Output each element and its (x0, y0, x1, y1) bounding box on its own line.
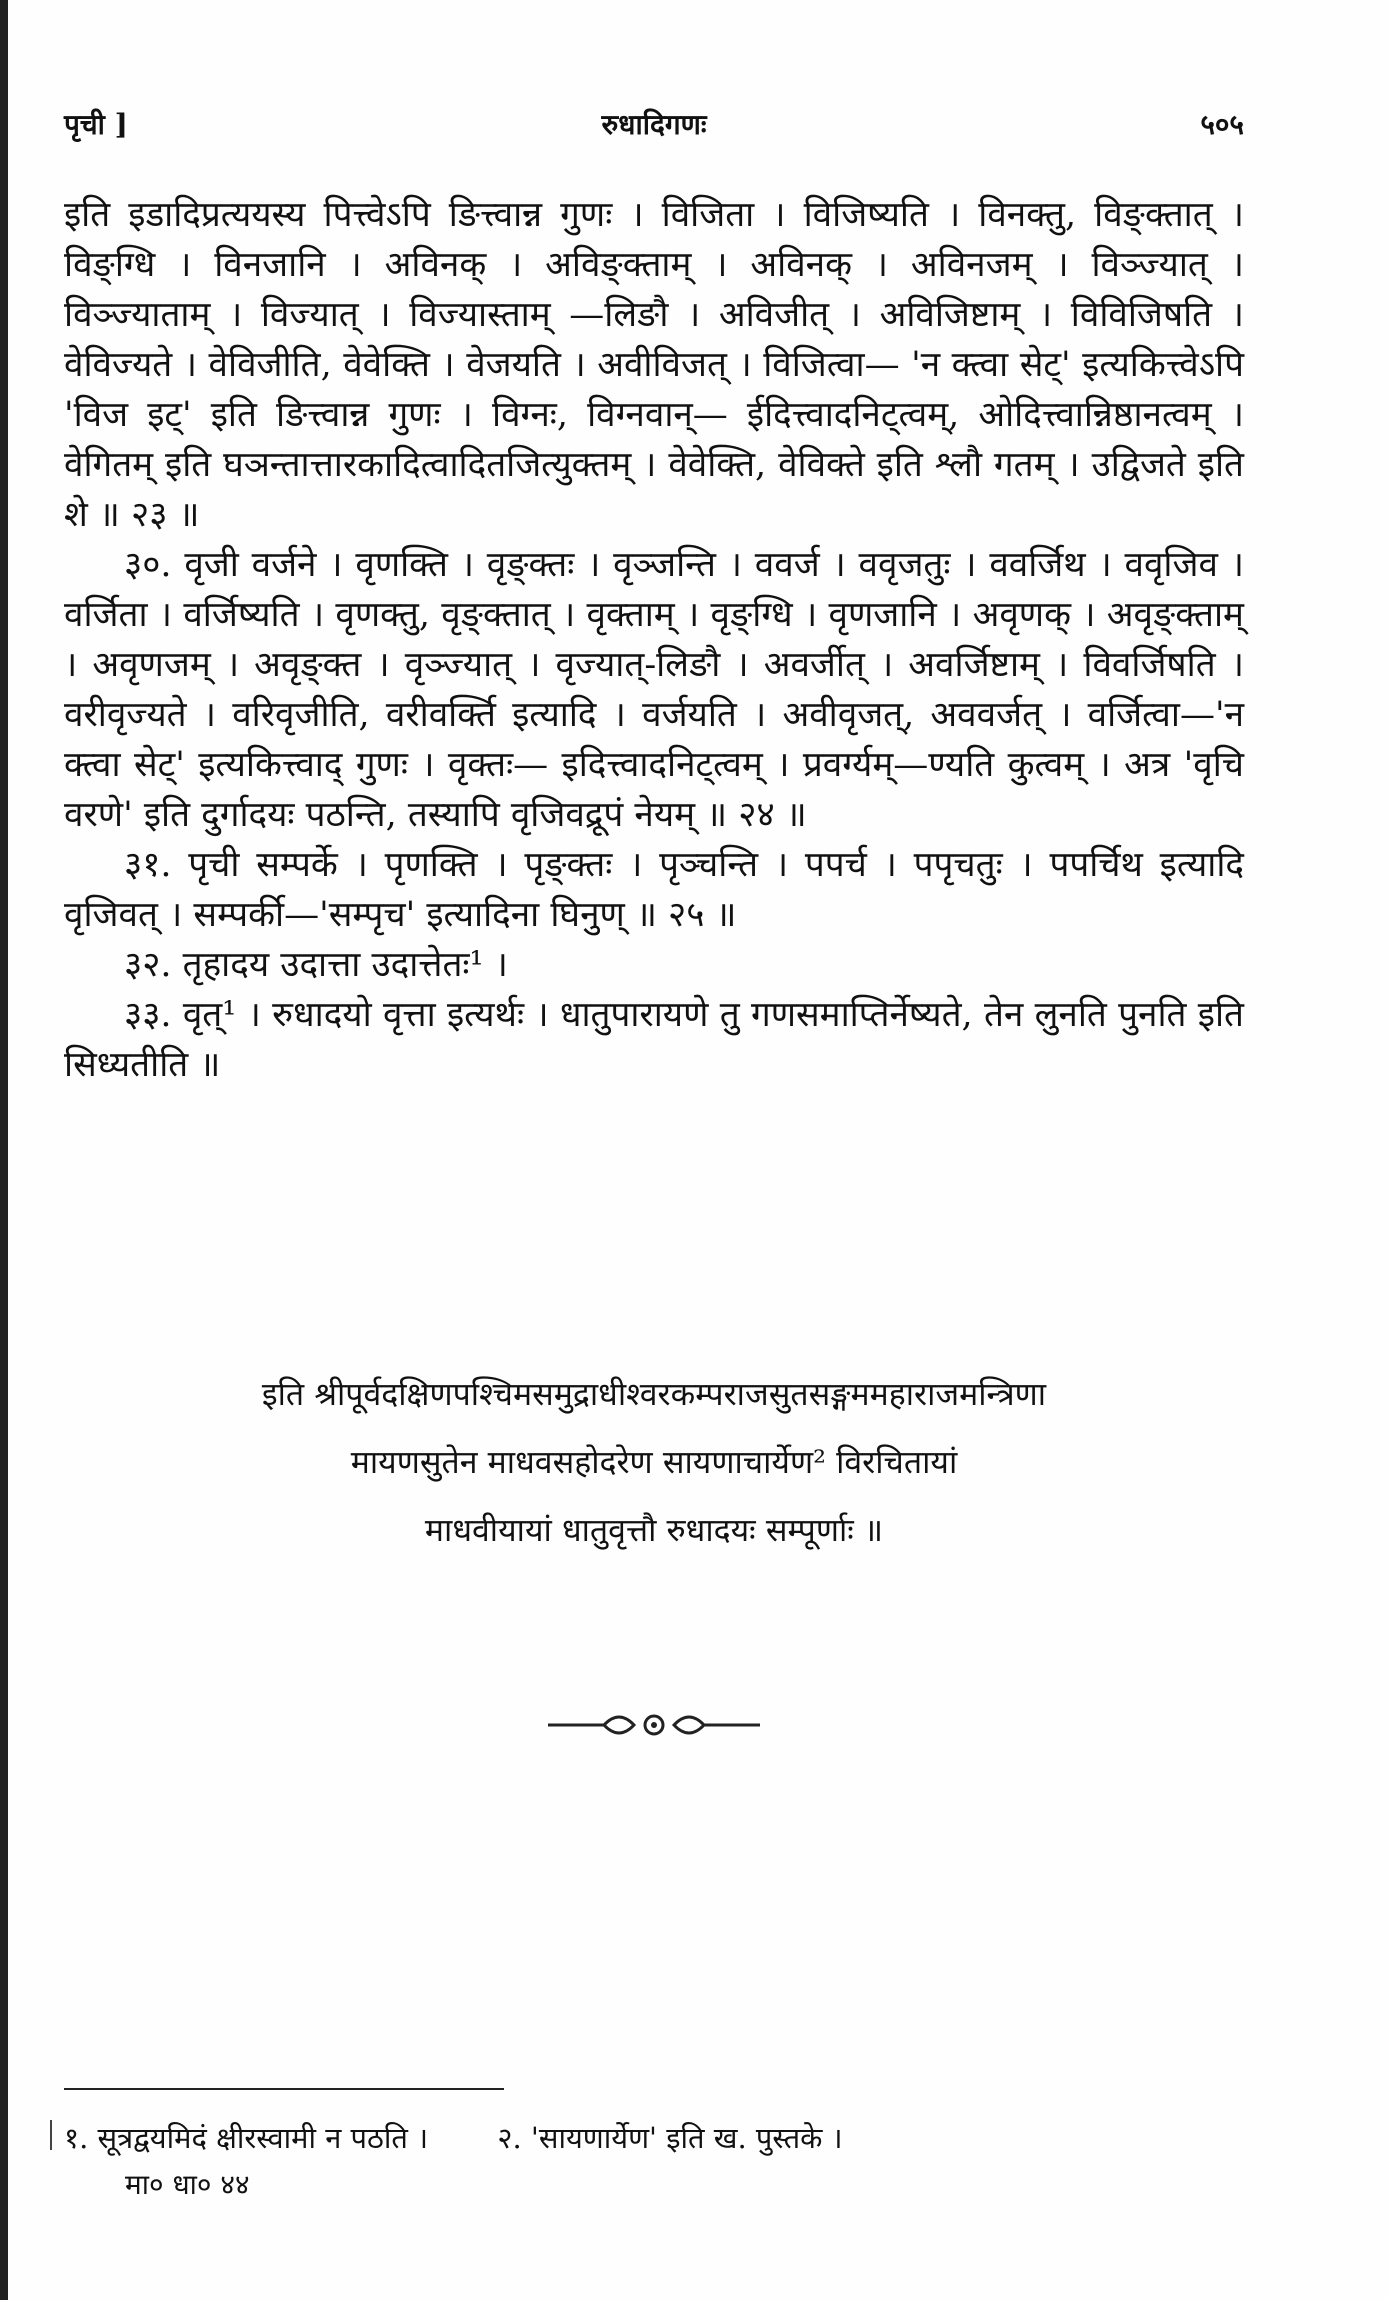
paragraph-sutra-32: ३२. तृहादय उदात्ता उदात्तेतः¹ । (124, 945, 508, 985)
paragraph-continuation: इति इडादिप्रत्ययस्य पित्त्वेऽपि ङित्त्वान्न गुणः । विजिता । विजिष्यति । विनक्तु, विङ्क्तात् । विङ्ग्धि । विनजानि । अविनक् । अविङ्क्ताम् । अविनक् । अविनजम् । विञ्ज्यात् । विञ्ज्याताम् । विज्यात् । विज्यास्ताम् —लिङौ । अविजीत् । अविजिष्टाम् । विविजिषति । वेविज्यते । वेविजीति, वेवेक्ति । वेजयति । अवीविजत् । विजित्वा— 'न क्त्वा सेट्' इत्यकित्त्वेऽपि 'विज इट्' इति ङित्त्वान्न गुणः । विग्नः, विग्नवान्— ईदित्त्वादनिट्त्वम्, ओदित्त्वान्निष्ठानत्वम् । वेगितम् इति घञन्तात्तारकादित्वादितजित्युक्तम् । वेवेक्ति, वेविक्ते इति श्लौ गतम् । उद्विजते इति शे ॥ २३ ॥ (64, 195, 1244, 535)
running-header (64, 105, 1244, 155)
margin-mark (50, 2120, 52, 2150)
footnotes (64, 2110, 1244, 2166)
colophon-line-2: मायणसुतेन माधवसहोदरेण सायणाचार्येण² विरचितायां (350, 1443, 958, 1481)
paragraph-sutra-33: ३३. वृत्¹ । रुधादयो वृत्ता इत्यर्थः । धातुपारायणे तु गणसमाप्तिर्नेष्यते, तेन लुनति पुनति इति सिध्यतीति ॥ (64, 995, 1244, 1085)
footnote-1: १. सूत्रद्वयमिदं क्षीरस्वामी न पठति । (64, 2121, 429, 2155)
colophon (64, 1360, 1244, 1564)
footnote-rule (64, 2088, 504, 2090)
page-number: ५०५ (1200, 108, 1244, 141)
footnote-2: २. 'सायणार्येण' इति ख. पुस्तके । (497, 2121, 843, 2155)
colophon-line-3: माधवीयायां धातुवृत्तौ रुधादयः सम्पूर्णाः ॥ (424, 1511, 884, 1549)
paragraph-sutra-31: ३१. पृची सम्पर्के । पृणक्ति । पृङ्क्तः । पृञ्चन्ति । पपर्च । पपृचतुः । पपर्चिथ इत्यादि वृजिवत् । सम्पर्की—'सम्पृच' इत्यादिना घिनुण् ॥ २५ ॥ (64, 845, 1244, 935)
paragraph-sutra-30: ३०. वृजी वर्जने । वृणक्ति । वृङ्क्तः । वृञ्जन्ति । ववर्ज । ववृजतुः । ववर्जिथ । ववृजिव । वर्जिता । वर्जिष्यति । वृणक्तु, वृङ्क्तात् । वृक्ताम् । वृङ्ग्धि । वृणजानि । अवृणक् । अवृङ्क्ताम् । अवृणजम् । अवृङ्क्त । वृञ्ज्यात् । वृज्यात्-लिङौ । अवर्जीत् । अवर्जिष्टाम् । विवर्जिषति । वरीवृज्यते । वरिवृजीति, वरीवर्क्ति इत्यादि । वर्जयति । अवीवृजत्, अववर्जत् । वर्जित्वा—'न क्त्वा सेट्' इत्यकित्त्वाद् गुणः । वृक्तः— इदित्त्वादनिट्त्वम् । प्रवर्ग्यम्—ण्यति कुत्वम् । अत्र 'वृचि वरणे' इति दुर्गादयः पठन्ति, तस्यापि वृजिवद्रूपं नेयम् ॥ २४ ॥ (64, 545, 1244, 835)
header-center-title: रुधादिगणः (601, 108, 707, 141)
footnote-row (64, 2110, 1244, 2166)
colophon-line-1: इति श्रीपूर्वदक्षिणपश्चिमसमुद्राधीश्वरकम्पराजसुतसङ्गममहाराजमन्त्रिणा (261, 1375, 1047, 1413)
decorative-flourish-icon (544, 1705, 764, 1745)
header-left: पृची ] (64, 108, 128, 141)
signature-code: मा० धा० ४४ (125, 2168, 250, 2201)
main-text (64, 190, 1244, 1090)
page-binding-edge (0, 0, 8, 2300)
